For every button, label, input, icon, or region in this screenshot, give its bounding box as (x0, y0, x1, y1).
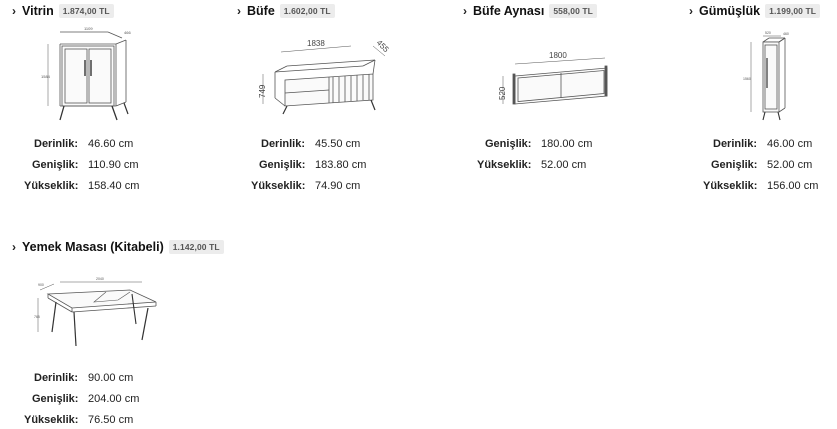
spec-label: Derinlik: (261, 138, 306, 150)
product-name[interactable]: Büfe (247, 4, 275, 18)
product-name[interactable]: Yemek Masası (Kitabeli) (22, 240, 164, 254)
product-card-gumusluk (689, 4, 835, 204)
dimension-label-depth: 900 (38, 283, 44, 287)
dimension-label-height: 1560 (743, 77, 751, 81)
product-name[interactable]: Vitrin (22, 4, 54, 18)
product-card-bufe-aynasi (463, 4, 663, 204)
spec-value: 45.50 cm (315, 138, 361, 150)
spec-value: 90.00 cm (88, 372, 134, 384)
spec-label: Derinlik: (713, 138, 758, 150)
dimension-label-height: 749 (258, 84, 267, 98)
spec-label: Yükseklik: (24, 414, 79, 426)
spec-label: Genişlik: (711, 159, 758, 171)
dimension-label-width: 520 (765, 31, 771, 35)
product-technical-drawing (34, 272, 164, 352)
spec-value: 74.90 cm (315, 180, 361, 192)
chevron-right-icon: › (463, 4, 467, 18)
dimension-label-height: 520 (498, 86, 507, 100)
spec-label: Genişlik: (485, 138, 532, 150)
spec-label: Genişlik: (32, 159, 79, 171)
product-card-vitrin (12, 4, 212, 204)
spec-label: Yükseklik: (477, 159, 532, 171)
spec-label: Yükseklik: (251, 180, 306, 192)
dimension-label-width: 1800 (549, 51, 567, 60)
dimension-label-width: 2040 (96, 277, 104, 281)
product-name[interactable]: Büfe Aynası (473, 4, 545, 18)
chevron-right-icon: › (12, 4, 16, 18)
spec-value: 158.40 cm (88, 180, 140, 192)
dimension-label-height: 1584 (41, 74, 50, 79)
spec-value: 46.60 cm (88, 138, 134, 150)
product-card-yemek-masasi (12, 240, 232, 429)
dimension-label-width: 1109 (84, 26, 93, 31)
spec-value: 52.00 cm (767, 159, 813, 171)
dimension-label-width: 1838 (307, 39, 325, 48)
spec-value: 110.90 cm (88, 159, 139, 171)
product-technical-drawing (40, 24, 140, 122)
spec-value: 180.00 cm (541, 138, 593, 150)
spec-value: 183.80 cm (315, 159, 367, 171)
spec-label: Genişlik: (32, 393, 79, 405)
spec-value: 52.00 cm (541, 159, 587, 171)
price-badge: 1.602,00 TL (280, 4, 335, 18)
dimension-label-depth: 455 (374, 38, 391, 55)
dimension-label-depth: 466 (124, 30, 131, 35)
product-technical-drawing (741, 28, 801, 124)
chevron-right-icon: › (12, 240, 16, 254)
price-badge: 558,00 TL (549, 4, 597, 18)
spec-label: Yükseklik: (703, 180, 758, 192)
dimension-label-depth: 460 (783, 32, 789, 36)
dimension-label-height: 765 (34, 315, 40, 319)
product-technical-drawing (493, 42, 623, 112)
spec-value: 46.00 cm (767, 138, 813, 150)
product-card-bufe (237, 4, 437, 204)
spec-value: 204.00 cm (88, 393, 140, 405)
spec-label: Yükseklik: (24, 180, 79, 192)
product-header[interactable] (12, 4, 114, 18)
price-badge: 1.874,00 TL (59, 4, 114, 18)
product-header[interactable] (689, 4, 820, 18)
price-badge: 1.199,00 TL (765, 4, 820, 18)
product-technical-drawing (251, 34, 411, 116)
spec-value: 156.00 cm (767, 180, 819, 192)
product-name[interactable]: Gümüşlük (699, 4, 761, 18)
chevron-right-icon: › (237, 4, 241, 18)
price-badge: 1.142,00 TL (169, 240, 224, 254)
product-header[interactable] (237, 4, 335, 18)
chevron-right-icon: › (689, 4, 693, 18)
product-header[interactable] (463, 4, 597, 18)
spec-label: Derinlik: (34, 138, 79, 150)
product-header[interactable] (12, 240, 224, 254)
spec-value: 76.50 cm (88, 414, 134, 426)
spec-label: Derinlik: (34, 372, 79, 384)
spec-label: Genişlik: (259, 159, 306, 171)
